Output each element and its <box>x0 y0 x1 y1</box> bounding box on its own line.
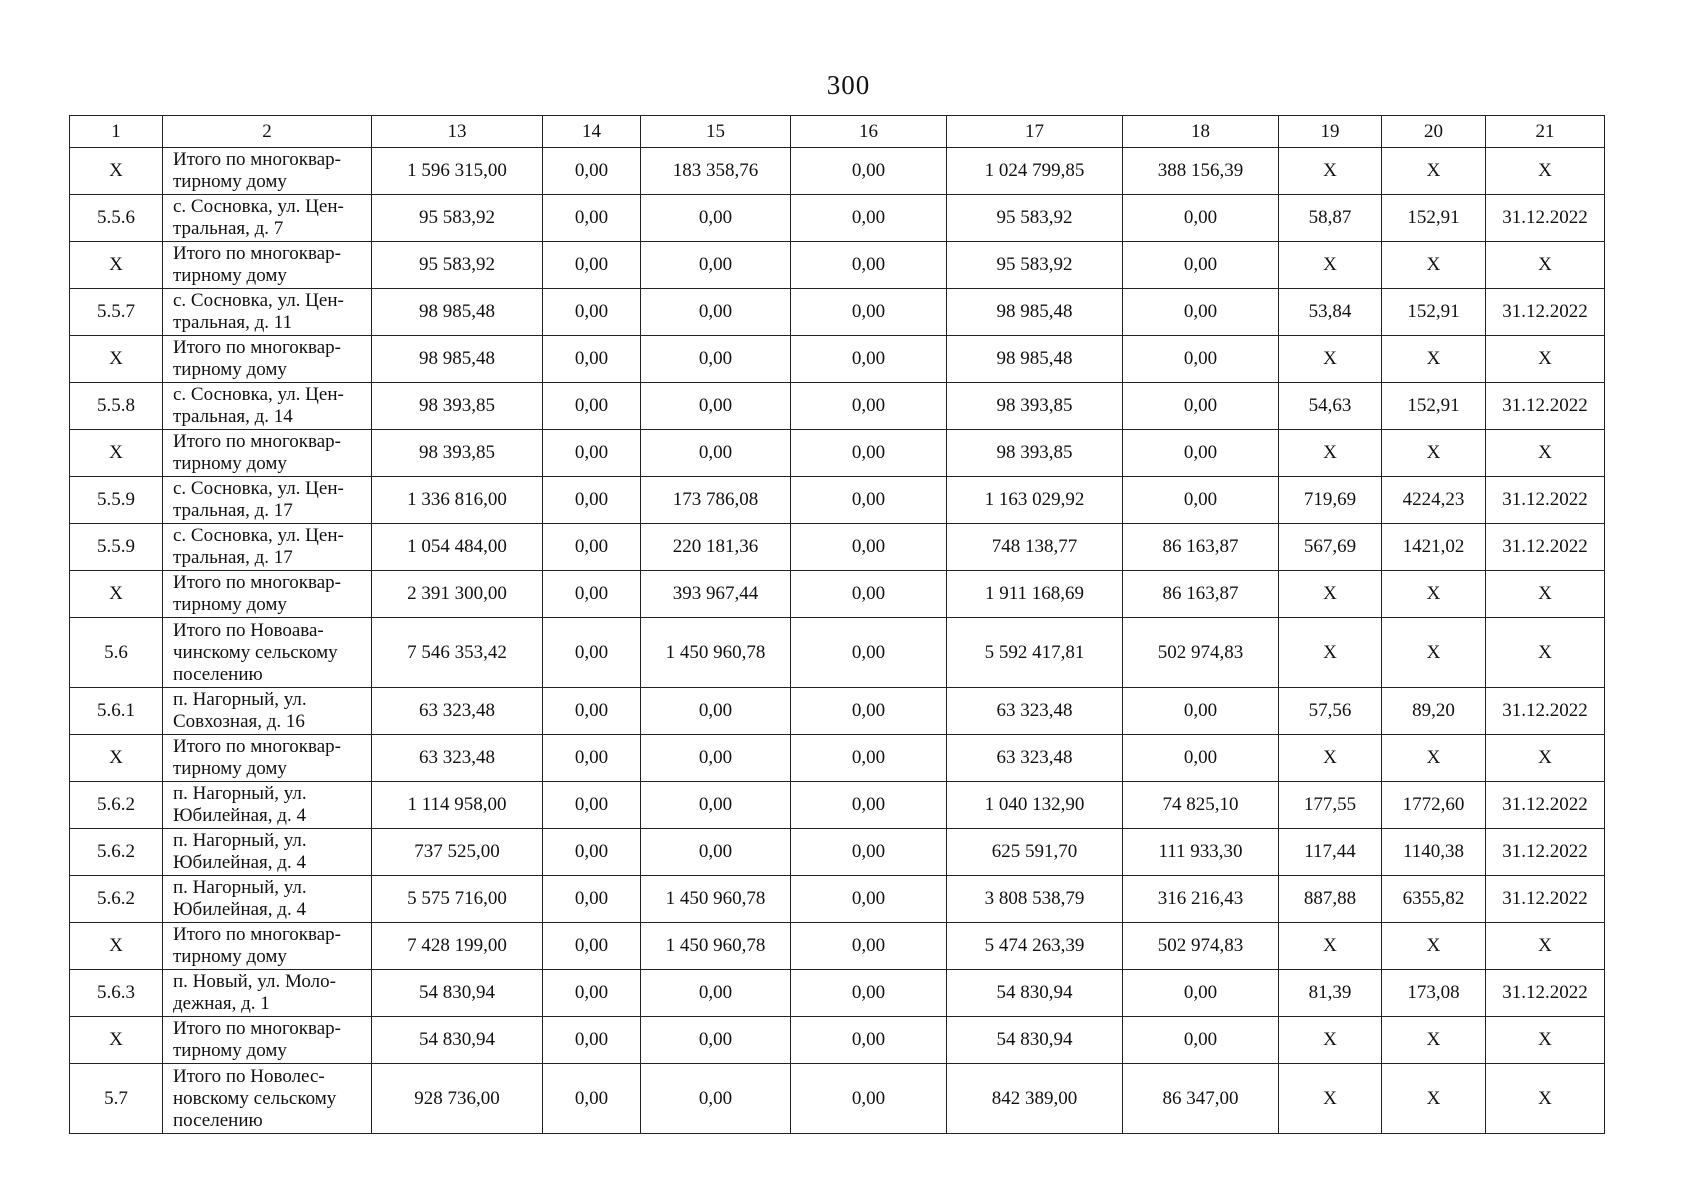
cost-col-16: 0,00 <box>791 289 947 336</box>
cost-total: 63 323,48 <box>372 735 543 782</box>
value-col-20: X <box>1382 148 1486 195</box>
value-col-19: 719,69 <box>1279 477 1382 524</box>
cost-col-14: 0,00 <box>543 1064 641 1134</box>
address-cell: Итого по многоквар-тирному дому <box>163 148 372 195</box>
value-col-19: X <box>1279 735 1382 782</box>
value-col-19: 57,56 <box>1279 688 1382 735</box>
table-row <box>70 336 1605 383</box>
cost-col-17: 1 024 799,85 <box>947 148 1123 195</box>
value-col-19: 117,44 <box>1279 829 1382 876</box>
cost-col-18: 0,00 <box>1123 688 1279 735</box>
cost-total: 98 985,48 <box>372 336 543 383</box>
cost-col-14: 0,00 <box>543 876 641 923</box>
cost-col-15: 0,00 <box>641 195 791 242</box>
cost-col-15: 1 450 960,78 <box>641 923 791 970</box>
value-col-20: X <box>1382 336 1486 383</box>
value-col-20: X <box>1382 735 1486 782</box>
cost-col-15: 0,00 <box>641 688 791 735</box>
address-cell: п. Нагорный, ул. Юбилейная, д. 4 <box>163 782 372 829</box>
completion-date: 31.12.2022 <box>1486 383 1605 430</box>
row-number: 5.6.2 <box>70 829 163 876</box>
cost-col-16: 0,00 <box>791 688 947 735</box>
value-col-20: X <box>1382 571 1486 618</box>
column-header: 2 <box>163 116 372 148</box>
cost-col-18: 0,00 <box>1123 336 1279 383</box>
cost-col-18: 86 163,87 <box>1123 571 1279 618</box>
cost-col-17: 625 591,70 <box>947 829 1123 876</box>
row-number: 5.6.1 <box>70 688 163 735</box>
cost-col-18: 0,00 <box>1123 430 1279 477</box>
cost-total: 7 428 199,00 <box>372 923 543 970</box>
table-row <box>70 383 1605 430</box>
address-cell: Итого по многоквар-тирному дому <box>163 242 372 289</box>
cost-col-18: 0,00 <box>1123 195 1279 242</box>
cost-col-17: 5 592 417,81 <box>947 618 1123 688</box>
cost-total: 1 054 484,00 <box>372 524 543 571</box>
cost-total: 928 736,00 <box>372 1064 543 1134</box>
row-number: 5.5.7 <box>70 289 163 336</box>
value-col-20: X <box>1382 618 1486 688</box>
address-cell: Итого по многоквар-тирному дому <box>163 923 372 970</box>
cost-total: 54 830,94 <box>372 1017 543 1064</box>
column-header: 17 <box>947 116 1123 148</box>
address-cell: Итого по многоквар-тирному дому <box>163 336 372 383</box>
cost-col-17: 1 040 132,90 <box>947 782 1123 829</box>
table-row <box>70 829 1605 876</box>
address-cell: Итого по многоквар-тирному дому <box>163 571 372 618</box>
completion-date: X <box>1486 242 1605 289</box>
row-number: 5.7 <box>70 1064 163 1134</box>
cost-col-17: 5 474 263,39 <box>947 923 1123 970</box>
cost-col-16: 0,00 <box>791 430 947 477</box>
row-number: X <box>70 148 163 195</box>
cost-col-15: 0,00 <box>641 1017 791 1064</box>
cost-col-14: 0,00 <box>543 970 641 1017</box>
cost-col-14: 0,00 <box>543 477 641 524</box>
value-col-20: 6355,82 <box>1382 876 1486 923</box>
cost-col-14: 0,00 <box>543 618 641 688</box>
value-col-19: X <box>1279 242 1382 289</box>
column-header: 13 <box>372 116 543 148</box>
row-number: X <box>70 1017 163 1064</box>
table-row <box>70 688 1605 735</box>
row-number: 5.5.6 <box>70 195 163 242</box>
value-col-19: X <box>1279 148 1382 195</box>
cost-col-15: 1 450 960,78 <box>641 618 791 688</box>
completion-date: 31.12.2022 <box>1486 876 1605 923</box>
value-col-20: 1772,60 <box>1382 782 1486 829</box>
cost-col-16: 0,00 <box>791 923 947 970</box>
address-cell: п. Нагорный, ул. Юбилейная, д. 4 <box>163 876 372 923</box>
value-col-20: 152,91 <box>1382 383 1486 430</box>
cost-col-14: 0,00 <box>543 195 641 242</box>
address-cell: Итого по Новолес-новскому сельскому поселению <box>163 1064 372 1134</box>
address-cell: п. Нагорный, ул. Юбилейная, д. 4 <box>163 829 372 876</box>
address-cell: п. Нагорный, ул. Совхозная, д. 16 <box>163 688 372 735</box>
cost-total: 98 985,48 <box>372 289 543 336</box>
cost-col-16: 0,00 <box>791 618 947 688</box>
cost-col-18: 0,00 <box>1123 289 1279 336</box>
value-col-20: 1421,02 <box>1382 524 1486 571</box>
value-col-19: 58,87 <box>1279 195 1382 242</box>
value-col-20: 152,91 <box>1382 195 1486 242</box>
cost-col-17: 1 163 029,92 <box>947 477 1123 524</box>
cost-col-17: 95 583,92 <box>947 195 1123 242</box>
value-col-19: 81,39 <box>1279 970 1382 1017</box>
table-row <box>70 1064 1605 1134</box>
row-number: X <box>70 571 163 618</box>
row-number: 5.5.8 <box>70 383 163 430</box>
cost-total: 1 114 958,00 <box>372 782 543 829</box>
value-col-19: X <box>1279 923 1382 970</box>
column-header: 19 <box>1279 116 1382 148</box>
table-row <box>70 430 1605 477</box>
table-row <box>70 148 1605 195</box>
cost-col-17: 1 911 168,69 <box>947 571 1123 618</box>
completion-date: 31.12.2022 <box>1486 195 1605 242</box>
cost-col-15: 0,00 <box>641 430 791 477</box>
cost-col-17: 842 389,00 <box>947 1064 1123 1134</box>
cost-col-17: 98 393,85 <box>947 430 1123 477</box>
completion-date: X <box>1486 1064 1605 1134</box>
address-cell: Итого по многоквар-тирному дому <box>163 430 372 477</box>
completion-date: 31.12.2022 <box>1486 477 1605 524</box>
value-col-20: 173,08 <box>1382 970 1486 1017</box>
completion-date: 31.12.2022 <box>1486 688 1605 735</box>
completion-date: X <box>1486 430 1605 477</box>
table-row <box>70 242 1605 289</box>
cost-col-15: 183 358,76 <box>641 148 791 195</box>
completion-date: 31.12.2022 <box>1486 970 1605 1017</box>
cost-col-15: 0,00 <box>641 829 791 876</box>
address-cell: п. Новый, ул. Моло-дежная, д. 1 <box>163 970 372 1017</box>
cost-col-18: 86 163,87 <box>1123 524 1279 571</box>
completion-date: X <box>1486 148 1605 195</box>
cost-total: 95 583,92 <box>372 242 543 289</box>
value-col-19: X <box>1279 571 1382 618</box>
cost-col-14: 0,00 <box>543 571 641 618</box>
cost-col-14: 0,00 <box>543 430 641 477</box>
cost-col-14: 0,00 <box>543 289 641 336</box>
cost-total: 1 336 816,00 <box>372 477 543 524</box>
cost-col-16: 0,00 <box>791 477 947 524</box>
cost-col-15: 0,00 <box>641 336 791 383</box>
address-cell: Итого по многоквар-тирному дому <box>163 1017 372 1064</box>
cost-col-14: 0,00 <box>543 782 641 829</box>
cost-col-14: 0,00 <box>543 524 641 571</box>
cost-col-18: 86 347,00 <box>1123 1064 1279 1134</box>
cost-col-14: 0,00 <box>543 923 641 970</box>
cost-total: 95 583,92 <box>372 195 543 242</box>
cost-col-18: 388 156,39 <box>1123 148 1279 195</box>
table-row <box>70 735 1605 782</box>
cost-col-16: 0,00 <box>791 242 947 289</box>
cost-col-15: 173 786,08 <box>641 477 791 524</box>
cost-col-17: 3 808 538,79 <box>947 876 1123 923</box>
value-col-20: 152,91 <box>1382 289 1486 336</box>
cost-col-16: 0,00 <box>791 148 947 195</box>
cost-total: 98 393,85 <box>372 383 543 430</box>
completion-date: X <box>1486 735 1605 782</box>
column-header: 18 <box>1123 116 1279 148</box>
cost-col-18: 502 974,83 <box>1123 923 1279 970</box>
address-cell: Итого по Новоава-чинскому сельскому поселению <box>163 618 372 688</box>
cost-col-15: 0,00 <box>641 1064 791 1134</box>
column-header: 21 <box>1486 116 1605 148</box>
address-cell: Итого по многоквар-тирному дому <box>163 735 372 782</box>
cost-col-14: 0,00 <box>543 383 641 430</box>
cost-col-16: 0,00 <box>791 782 947 829</box>
cost-col-15: 1 450 960,78 <box>641 876 791 923</box>
cost-col-18: 0,00 <box>1123 970 1279 1017</box>
cost-col-18: 111 933,30 <box>1123 829 1279 876</box>
row-number: 5.5.9 <box>70 477 163 524</box>
cost-col-15: 0,00 <box>641 970 791 1017</box>
completion-date: X <box>1486 336 1605 383</box>
cost-col-16: 0,00 <box>791 970 947 1017</box>
cost-col-14: 0,00 <box>543 242 641 289</box>
table-row <box>70 1017 1605 1064</box>
column-header: 14 <box>543 116 641 148</box>
column-header: 20 <box>1382 116 1486 148</box>
cost-col-16: 0,00 <box>791 383 947 430</box>
cost-col-18: 0,00 <box>1123 477 1279 524</box>
completion-date: 31.12.2022 <box>1486 289 1605 336</box>
cost-col-18: 0,00 <box>1123 242 1279 289</box>
value-col-20: 4224,23 <box>1382 477 1486 524</box>
cost-col-14: 0,00 <box>543 688 641 735</box>
value-col-19: X <box>1279 1017 1382 1064</box>
column-header: 16 <box>791 116 947 148</box>
cost-col-16: 0,00 <box>791 336 947 383</box>
cost-total: 737 525,00 <box>372 829 543 876</box>
table-row <box>70 923 1605 970</box>
table-header-row <box>70 116 1605 148</box>
value-col-19: X <box>1279 336 1382 383</box>
value-col-20: X <box>1382 1064 1486 1134</box>
cost-col-16: 0,00 <box>791 876 947 923</box>
row-number: X <box>70 923 163 970</box>
cost-col-16: 0,00 <box>791 829 947 876</box>
cost-col-17: 95 583,92 <box>947 242 1123 289</box>
address-cell: с. Сосновка, ул. Цен-тральная, д. 11 <box>163 289 372 336</box>
cost-col-15: 0,00 <box>641 735 791 782</box>
cost-total: 63 323,48 <box>372 688 543 735</box>
table-row <box>70 477 1605 524</box>
cost-col-14: 0,00 <box>543 336 641 383</box>
table-row <box>70 970 1605 1017</box>
cost-col-16: 0,00 <box>791 1017 947 1064</box>
row-number: X <box>70 430 163 477</box>
cost-col-17: 748 138,77 <box>947 524 1123 571</box>
value-col-19: 53,84 <box>1279 289 1382 336</box>
cost-col-15: 0,00 <box>641 782 791 829</box>
value-col-20: 89,20 <box>1382 688 1486 735</box>
cost-col-18: 0,00 <box>1123 735 1279 782</box>
cost-total: 2 391 300,00 <box>372 571 543 618</box>
cost-col-14: 0,00 <box>543 829 641 876</box>
cost-col-16: 0,00 <box>791 1064 947 1134</box>
address-cell: с. Сосновка, ул. Цен-тральная, д. 14 <box>163 383 372 430</box>
row-number: 5.6.3 <box>70 970 163 1017</box>
cost-col-18: 0,00 <box>1123 383 1279 430</box>
page-number: 300 <box>826 70 871 100</box>
value-col-19: 54,63 <box>1279 383 1382 430</box>
cost-col-16: 0,00 <box>791 524 947 571</box>
cost-col-14: 0,00 <box>543 148 641 195</box>
column-header: 15 <box>641 116 791 148</box>
cost-col-15: 0,00 <box>641 289 791 336</box>
cost-col-17: 54 830,94 <box>947 970 1123 1017</box>
address-cell: с. Сосновка, ул. Цен-тральная, д. 7 <box>163 195 372 242</box>
row-number: 5.6.2 <box>70 876 163 923</box>
cost-col-14: 0,00 <box>543 735 641 782</box>
completion-date: X <box>1486 923 1605 970</box>
cost-total: 1 596 315,00 <box>372 148 543 195</box>
cost-col-14: 0,00 <box>543 1017 641 1064</box>
value-col-20: X <box>1382 1017 1486 1064</box>
completion-date: 31.12.2022 <box>1486 782 1605 829</box>
cost-col-17: 63 323,48 <box>947 688 1123 735</box>
cost-col-15: 220 181,36 <box>641 524 791 571</box>
cost-col-16: 0,00 <box>791 735 947 782</box>
table-row <box>70 782 1605 829</box>
cost-total: 5 575 716,00 <box>372 876 543 923</box>
cost-col-17: 63 323,48 <box>947 735 1123 782</box>
row-number: 5.5.9 <box>70 524 163 571</box>
table-row <box>70 524 1605 571</box>
completion-date: X <box>1486 1017 1605 1064</box>
cost-col-16: 0,00 <box>791 571 947 618</box>
address-cell: с. Сосновка, ул. Цен-тральная, д. 17 <box>163 524 372 571</box>
value-col-19: X <box>1279 430 1382 477</box>
cost-col-15: 0,00 <box>641 383 791 430</box>
value-col-20: X <box>1382 923 1486 970</box>
completion-date: X <box>1486 618 1605 688</box>
row-number: 5.6 <box>70 618 163 688</box>
cost-col-17: 98 985,48 <box>947 336 1123 383</box>
table-row <box>70 618 1605 688</box>
cost-col-18: 502 974,83 <box>1123 618 1279 688</box>
completion-date: 31.12.2022 <box>1486 524 1605 571</box>
column-header: 1 <box>70 116 163 148</box>
value-col-19: X <box>1279 618 1382 688</box>
row-number: 5.6.2 <box>70 782 163 829</box>
row-number: X <box>70 735 163 782</box>
row-number: X <box>70 336 163 383</box>
table-row <box>70 195 1605 242</box>
cost-col-18: 0,00 <box>1123 1017 1279 1064</box>
value-col-20: 1140,38 <box>1382 829 1486 876</box>
cost-col-15: 393 967,44 <box>641 571 791 618</box>
value-col-20: X <box>1382 242 1486 289</box>
cost-col-16: 0,00 <box>791 195 947 242</box>
value-col-20: X <box>1382 430 1486 477</box>
table-row <box>70 876 1605 923</box>
cost-col-15: 0,00 <box>641 242 791 289</box>
completion-date: 31.12.2022 <box>1486 829 1605 876</box>
completion-date: X <box>1486 571 1605 618</box>
value-col-19: 567,69 <box>1279 524 1382 571</box>
cost-col-17: 98 393,85 <box>947 383 1123 430</box>
cost-col-17: 98 985,48 <box>947 289 1123 336</box>
value-col-19: X <box>1279 1064 1382 1134</box>
table-row <box>70 571 1605 618</box>
value-col-19: 177,55 <box>1279 782 1382 829</box>
cost-total: 98 393,85 <box>372 430 543 477</box>
value-col-19: 887,88 <box>1279 876 1382 923</box>
address-cell: с. Сосновка, ул. Цен-тральная, д. 17 <box>163 477 372 524</box>
register-table <box>69 115 1605 1134</box>
row-number: X <box>70 242 163 289</box>
table-row <box>70 289 1605 336</box>
cost-total: 54 830,94 <box>372 970 543 1017</box>
cost-col-18: 74 825,10 <box>1123 782 1279 829</box>
cost-col-17: 54 830,94 <box>947 1017 1123 1064</box>
cost-total: 7 546 353,42 <box>372 618 543 688</box>
cost-col-18: 316 216,43 <box>1123 876 1279 923</box>
